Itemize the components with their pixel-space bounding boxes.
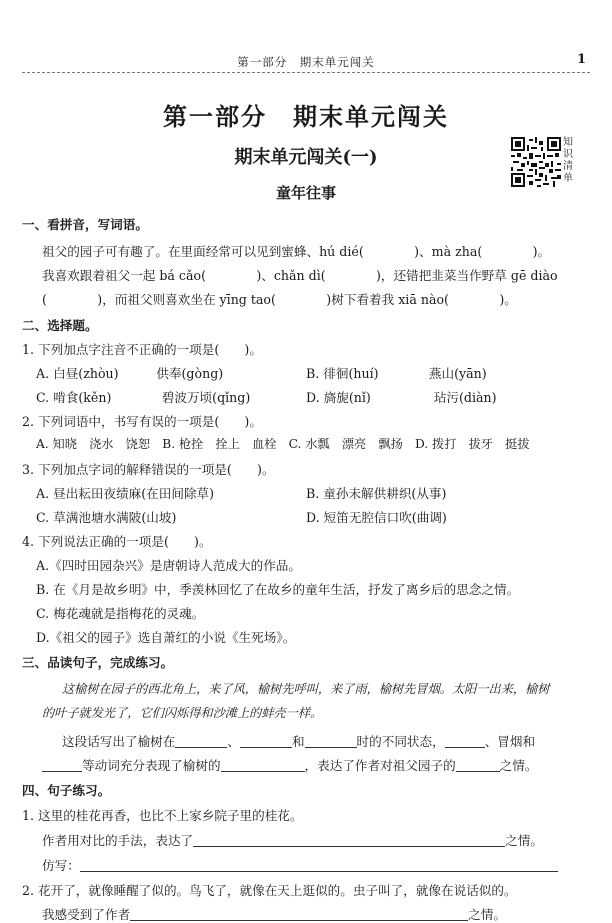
q4-option-d[interactable]: D.《祖父的园子》选自萧红的小说《生死场》。 <box>36 630 296 645</box>
q3-option-c[interactable]: C. 草满池塘水满陂(山坡) <box>36 510 177 525</box>
answer-blank[interactable] <box>445 735 485 748</box>
fill-text: 等动词充分表现了榆树的 <box>82 758 221 773</box>
answer-blank[interactable] <box>240 735 292 748</box>
section-2-heading: 二、选择题。 <box>22 318 98 333</box>
imitate-line <box>42 855 558 874</box>
qr-caption: 知识清单 <box>563 137 573 184</box>
running-header <box>22 48 590 70</box>
pinyin-line-1: 祖父的园子可有趣了。在里面经常可以见到蜜蜂、hú dié( )、mà zha( )。 <box>42 244 551 259</box>
fill-line-1 <box>62 731 535 750</box>
fill-text: 和 <box>291 734 305 749</box>
passage-line-2: 的叶子就发光了，它们闪烁得和沙滩上的蚌壳一样。 <box>42 706 323 720</box>
section-4-heading: 四、句子练习。 <box>22 783 111 798</box>
q1-option-a[interactable]: A. 白昼(zhòu) 供奉(gòng) <box>36 366 224 381</box>
answer-blank[interactable] <box>456 759 500 772</box>
page-number: 1 <box>576 52 586 67</box>
sentence-question-1: 1. 这里的桂花再香，也比不上家乡院子里的桂花。 <box>22 808 303 823</box>
running-title: 第一部分 期末单元闯关 <box>237 55 375 69</box>
fill-text: 时的不同状态， <box>356 734 445 749</box>
sentence-question-2: 2. 花开了，就像睡醒了似的。鸟飞了，就像在天上逛似的。虫子叫了，就像在说话似的。 <box>22 883 517 898</box>
answer-blank[interactable] <box>175 735 227 748</box>
fill-text: 我感受到了作者 <box>42 907 131 922</box>
passage-line-1: 这榆树在园子的西北角上，来了风，榆树先呼叫，来了雨，榆树先冒烟。太阳一出来，榆树 <box>62 682 550 696</box>
fill-text: 之情。 <box>468 907 506 922</box>
fill-text: 这段话写出了榆树在 <box>62 734 176 749</box>
answer-blank[interactable] <box>80 859 558 872</box>
answer-blank[interactable] <box>221 759 305 772</box>
q3-option-a[interactable]: A. 昼出耘田夜绩麻(在田间除草) <box>36 486 215 501</box>
q2-options[interactable]: A. 知晓 浇水 饶恕 B. 枪拴 拴上 血栓 C. 水瓢 漂亮 飘扬 D. 拨打 拔牙 挺拔 <box>36 437 530 451</box>
header-divider <box>22 72 590 73</box>
question-3: 3. 下列加点字词的解释错误的一项是( )。 <box>22 462 275 477</box>
qr-code-icon[interactable] <box>511 137 561 187</box>
q1-option-c[interactable]: C. 啃食(kěn) 碧波万顷(qǐng) <box>36 390 251 405</box>
q1-option-b[interactable]: B. 徘徊(huí) 燕山(yān) <box>306 366 487 381</box>
fill-line-2 <box>42 755 537 774</box>
q2-answer-line <box>42 904 506 923</box>
answer-blank[interactable] <box>193 834 505 847</box>
q1-option-d[interactable]: D. 旖旎(nǐ) 玷污(diàn) <box>306 390 497 405</box>
page-title: 第一部分 期末单元闯关 <box>163 102 449 131</box>
pinyin-line-2: 我喜欢跟着祖父一起 bá cǎo( )、chǎn dì( )，还错把韭菜当作野草 gē diào <box>42 268 558 283</box>
unit-subtitle: 期末单元闯关(一) <box>234 147 378 168</box>
question-4: 4. 下列说法正确的一项是( )。 <box>22 534 212 549</box>
fill-text: ，表达了作者对祖父园子的 <box>304 758 456 773</box>
fill-text: 之情。 <box>499 758 538 773</box>
fill-text: 、 <box>227 734 240 749</box>
q3-option-b[interactable]: B. 童孙未解供耕织(从事) <box>306 486 447 501</box>
q4-option-b[interactable]: B. 在《月是故乡明》中，季羡林回忆了在故乡的童年生活，抒发了离乡后的思念之情。 <box>36 582 520 597</box>
fill-text: 作者用对比的手法，表达了 <box>42 833 194 848</box>
fill-text: 、冒烟和 <box>484 734 536 749</box>
section-3-heading: 三、品读句子，完成练习。 <box>22 655 174 670</box>
q4-option-c[interactable]: C. 梅花魂就是指梅花的灵魂。 <box>36 606 205 621</box>
fill-text: 之情。 <box>505 833 543 848</box>
q3-option-d[interactable]: D. 短笛无腔信口吹(曲调) <box>306 510 447 525</box>
fill-text: 仿写： <box>42 858 80 873</box>
lesson-title: 童年往事 <box>275 184 336 202</box>
section-1-heading: 一、看拼音，写词语。 <box>22 217 148 232</box>
question-1: 1. 下列加点字注音不正确的一项是( )。 <box>22 342 262 357</box>
answer-blank[interactable] <box>305 735 357 748</box>
pinyin-line-3: ( )，而祖父则喜欢坐在 yīng tao( )树下看着我 xiā nào( )。 <box>42 292 517 307</box>
question-2: 2. 下列词语中，书写有误的一项是( )。 <box>22 414 262 429</box>
q1-answer-line <box>42 830 543 849</box>
q4-option-a[interactable]: A.《四时田园杂兴》是唐朝诗人范成大的作品。 <box>36 558 301 573</box>
answer-blank[interactable] <box>42 759 82 772</box>
